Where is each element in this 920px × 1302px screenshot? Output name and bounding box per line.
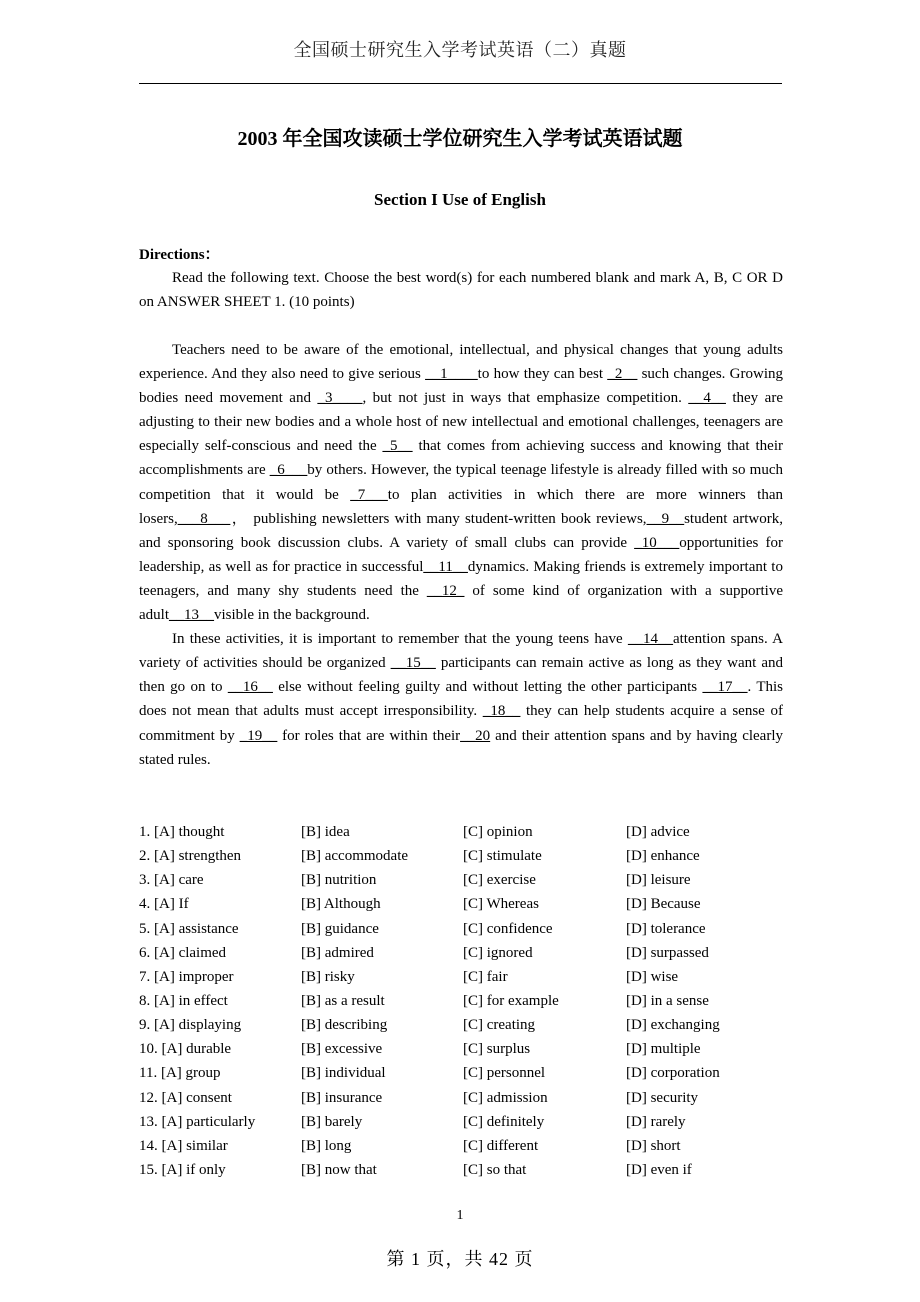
passage-text: else without feeling guilty and without letting the other participants — [272, 679, 703, 696]
option-d: [D] security — [626, 1089, 699, 1106]
option-b: [B] now that — [301, 1161, 377, 1178]
page-number: 1 — [456, 1208, 464, 1223]
option-c: [C] stimulate — [463, 848, 542, 865]
option-d: [D] tolerance — [626, 920, 706, 937]
option-c: [C] exercise — [463, 872, 536, 889]
passage-text: . This does not mean that adults must accept irresponsibility. — [139, 679, 783, 720]
answer-blank: _7___ — [350, 486, 388, 503]
directions-text: Read the following text. Choose the best word(s) for each numbered blank and mark A, B, C OR D on ANSWER SHEET 1. (10 points) — [139, 270, 783, 311]
answer-blank: _2__ — [607, 366, 638, 383]
option-a: 4. [A] If — [139, 896, 189, 913]
question-row — [139, 820, 786, 844]
option-a: 1. [A] thought — [139, 824, 225, 840]
answer-blank: _5__ — [382, 438, 413, 455]
option-d: [D] rarely — [626, 1113, 686, 1130]
option-b: [B] nutrition — [301, 872, 377, 889]
option-c: [C] creating — [463, 1017, 536, 1034]
section-title: Section I Use of English — [374, 190, 546, 209]
passage-text: visible in the background. — [214, 607, 370, 624]
option-d: [D] exchanging — [626, 1017, 720, 1034]
question-row — [139, 1037, 786, 1061]
option-b: [B] risky — [301, 968, 355, 985]
option-b: [B] accommodate — [301, 848, 409, 865]
option-d: [D] Because — [626, 896, 701, 913]
passage-text: opportunities for leadership, as well as for practice in successful — [139, 534, 783, 575]
option-c: [C] ignored — [463, 944, 533, 961]
option-a: 10. [A] durable — [139, 1041, 232, 1058]
passage-text: to how they can best — [477, 366, 608, 383]
option-b: [B] as a result — [301, 992, 385, 1009]
passage-text: participants can remain active as long as they want and then go on to — [139, 655, 783, 696]
option-c: [C] so that — [463, 1161, 527, 1178]
question-row — [139, 892, 786, 916]
option-b: [B] admired — [301, 944, 374, 961]
answer-blank: _3____ — [317, 390, 363, 407]
option-c: [C] different — [463, 1137, 539, 1154]
option-c: [C] fair — [463, 968, 508, 985]
passage-text: dynamics. Making friends is extremely important to teenagers, and many shy students need the — [139, 558, 783, 599]
answer-blank: __20 — [460, 727, 491, 744]
exam-title: 2003 年全国攻读硕士学位研究生入学考试英语试题 — [237, 128, 683, 150]
answer-blank: __4__ — [688, 390, 726, 407]
option-a: 5. [A] assistance — [139, 920, 239, 937]
question-row — [139, 1013, 786, 1037]
option-c: [C] confidence — [463, 920, 553, 937]
question-row — [139, 844, 786, 868]
question-row — [139, 941, 786, 965]
passage-paragraph-1 — [139, 338, 783, 627]
option-c: [C] Whereas — [463, 896, 539, 913]
option-b: [B] idea — [301, 824, 350, 840]
passage-text: attention spans. A variety of activities should be organized — [139, 631, 783, 672]
option-d: [D] in a sense — [626, 992, 709, 1009]
option-a: 11. [A] group — [139, 1065, 221, 1082]
option-c: [C] surplus — [463, 1041, 531, 1058]
option-a: 6. [A] claimed — [139, 944, 227, 961]
answer-blank: __17__ — [702, 679, 748, 696]
passage-text: ， publishing newsletters with many student-written book reviews, — [230, 510, 647, 527]
question-options-list — [139, 820, 786, 1182]
passage-text: by others. However, the typical teenage lifestyle is already filled with so much competition that it would be — [139, 462, 783, 503]
question-row — [139, 989, 786, 1013]
answer-blank: __15__ — [390, 655, 436, 672]
option-c: [C] opinion — [463, 824, 533, 840]
passage-text: they can help students acquire a sense of commitment by — [139, 703, 783, 744]
passage — [139, 338, 783, 772]
option-a: 14. [A] similar — [139, 1137, 228, 1154]
option-d: [D] multiple — [626, 1041, 701, 1058]
passage-text: of some kind of organization with a supportive adult — [139, 582, 783, 624]
option-c: [C] admission — [463, 1089, 548, 1106]
passage-text: Teachers need to be aware of the emotional, intellectual, and physical changes that young adults experience. And they also need to give serious — [139, 342, 783, 383]
option-b: [B] Although — [301, 896, 381, 913]
passage-paragraph-2 — [139, 627, 783, 772]
option-d: [D] leisure — [626, 872, 691, 889]
option-c: [C] definitely — [463, 1113, 545, 1130]
option-b: [B] describing — [301, 1017, 388, 1034]
question-row — [139, 868, 786, 892]
option-a: 7. [A] improper — [139, 968, 234, 985]
option-c: [C] personnel — [463, 1065, 546, 1082]
running-header: 全国硕士研究生入学考试英语（二）真题 — [293, 40, 627, 60]
question-row — [139, 1158, 786, 1182]
option-a: 15. [A] if only — [139, 1161, 226, 1178]
passage-text: to plan activities in which there are more winners than losers, — [139, 486, 784, 527]
directions-label: Directions： — [139, 247, 220, 263]
passage-text: and their attention spans and by having clearly stated rules. — [139, 727, 783, 768]
option-d: [D] surpassed — [626, 944, 709, 961]
answer-blank: __13__ — [169, 607, 214, 624]
option-d: [D] corporation — [626, 1065, 720, 1082]
question-row — [139, 965, 786, 989]
option-d: [D] advice — [626, 824, 690, 840]
option-d: [D] even if — [626, 1161, 692, 1178]
question-row — [139, 917, 786, 941]
answer-blank: __1____ — [425, 366, 478, 383]
passage-text: they are adjusting to their new bodies and a whole host of new intellectual and emotional challenges, teenagers are especially self-conscious and need the — [139, 390, 783, 455]
passage-text: that comes from achieving success and knowing that their accomplishments are — [139, 438, 783, 479]
answer-blank: _19__ — [239, 727, 278, 744]
answer-blank: __11__ — [423, 558, 468, 575]
passage-text: student artwork, and sponsoring book discussion clubs. A variety of small clubs can provide — [139, 510, 783, 551]
question-row — [139, 1134, 786, 1158]
option-b: [B] long — [301, 1137, 352, 1154]
option-d: [D] wise — [626, 968, 679, 985]
option-a: 2. [A] strengthen — [139, 848, 242, 865]
option-b: [B] guidance — [301, 920, 379, 937]
answer-blank: ___8___ — [177, 510, 231, 527]
option-a: 12. [A] consent — [139, 1089, 232, 1106]
option-b: [B] insurance — [301, 1089, 383, 1106]
passage-text: In these activities, it is important to remember that the young teens have — [172, 631, 628, 648]
answer-blank: _6___ — [269, 462, 308, 479]
page-footer: 第 1 页，共 42 页 — [386, 1249, 534, 1269]
option-a: 13. [A] particularly — [139, 1113, 256, 1130]
option-d: [D] enhance — [626, 848, 700, 865]
option-a: 8. [A] in effect — [139, 992, 228, 1009]
option-a: 3. [A] care — [139, 872, 204, 889]
option-b: [B] individual — [301, 1065, 386, 1082]
option-b: [B] excessive — [301, 1041, 383, 1058]
passage-text: , but not just in ways that emphasize competition. — [362, 390, 689, 407]
passage-text: such changes. Growing bodies need movement and — [139, 366, 784, 407]
answer-blank: _18__ — [482, 703, 521, 720]
question-row — [139, 1086, 786, 1110]
answer-blank: __16__ — [227, 679, 273, 696]
option-d: [D] short — [626, 1137, 681, 1154]
option-a: 9. [A] displaying — [139, 1017, 242, 1034]
answer-blank: __12_ — [426, 582, 465, 599]
answer-blank: __14__ — [627, 631, 673, 648]
header-divider — [139, 83, 782, 84]
option-b: [B] barely — [301, 1113, 363, 1130]
option-c: [C] for example — [463, 992, 559, 1009]
passage-text: for roles that are within their — [277, 727, 461, 744]
question-row — [139, 1061, 786, 1085]
answer-blank: _10___ — [634, 534, 680, 551]
question-row — [139, 1110, 786, 1134]
answer-blank: __9__ — [646, 510, 685, 527]
